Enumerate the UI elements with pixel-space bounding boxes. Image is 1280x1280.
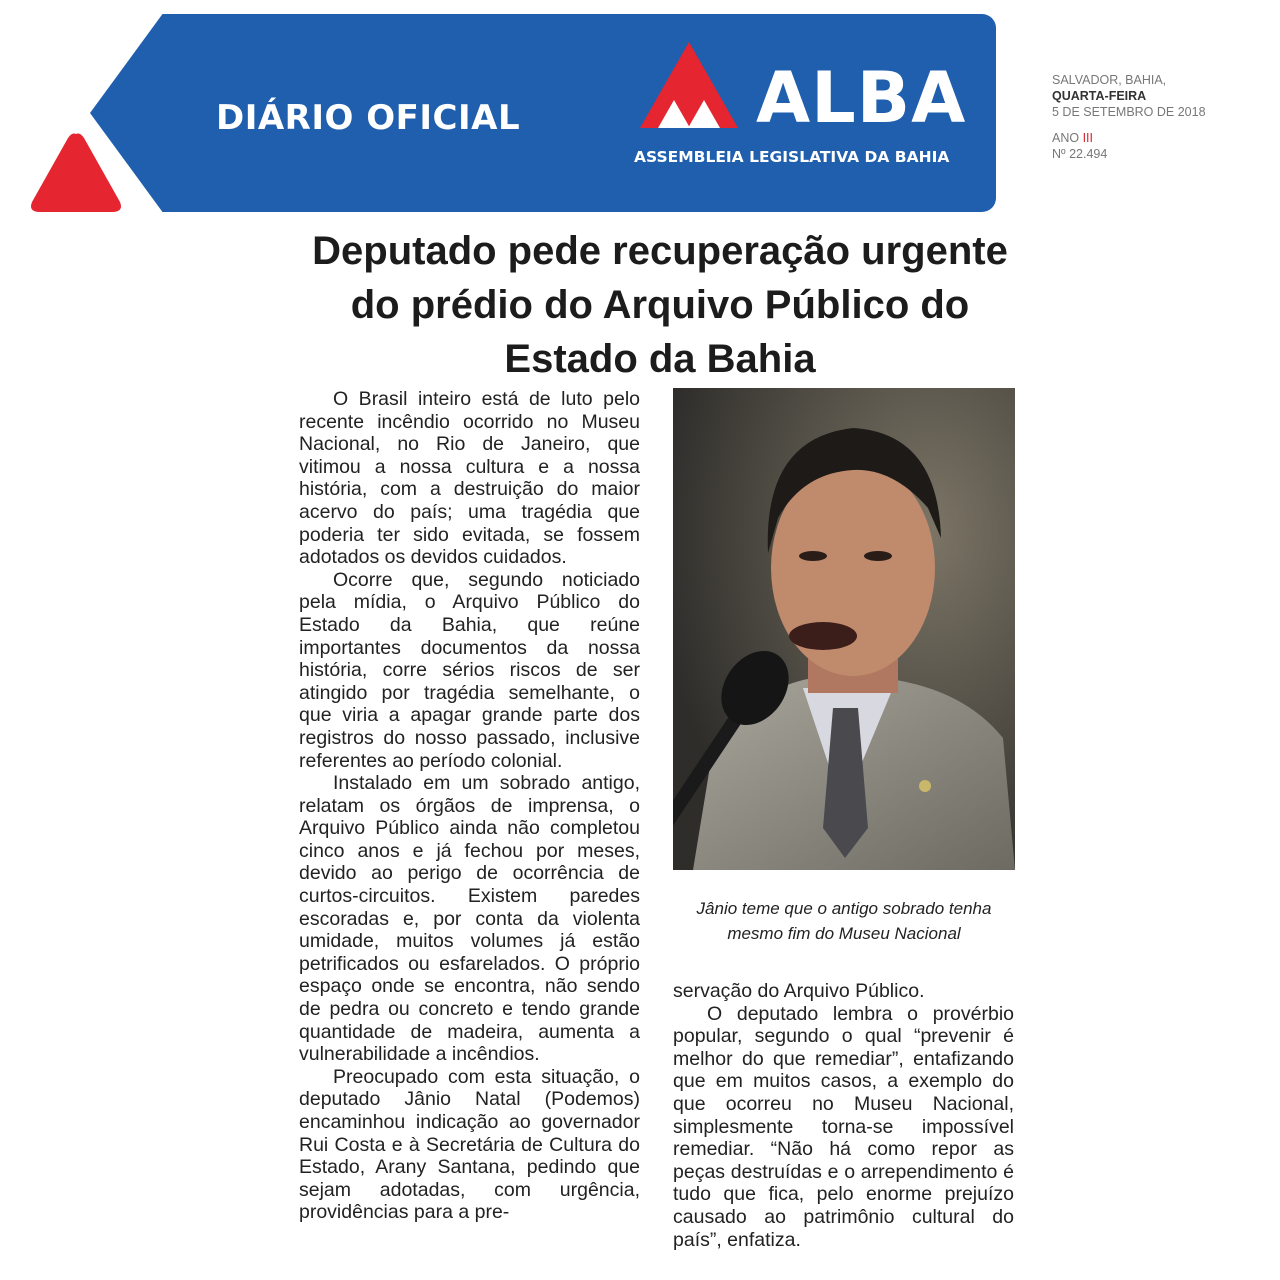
red-triangle-icon [28,130,124,214]
weekday: QUARTA-FEIRA [1052,89,1147,103]
year-value: III [1082,131,1093,145]
date: 5 DE SETEMBRO DE 2018 [1052,105,1206,119]
headline: Deputado pede recuperação urgente do prédio do Arquivo Público do Estado da Bahia [312,229,1008,381]
issue-number: Nº 22.494 [1052,147,1108,161]
alba-logo-icon [634,40,744,136]
year-line [1052,130,1206,146]
dateline [1052,72,1206,162]
article-column-2 [673,980,1014,1251]
paragraph: Instalado em um sobrado antigo, relatam os órgãos de imprensa, o Arquivo Público ainda não completou cinco anos e já fechou por meses, devido ao perigo de ocorrência de curtos-circuitos. Existem paredes escoradas e, por conta da violenta umidade, muitos volumes já estão petrificados ou esfarelados. O próprio espaço onde se encontra, não sendo de pedra ou concreto e tendo grande quantidade de madeira, aumenta a vulnerabilidade a incêndios. [299,772,640,1066]
paragraph: Preocupado com esta situação, o deputado Jânio Natal (Podemos) encaminhou indicação ao governador Rui Costa e à Secretária de Cultura do Estado, Arany Santana, pedindo que sejam adotadas, com urgência, providências para a pre- [299,1065,640,1224]
publication-title: DIÁRIO OFICIAL [216,98,521,138]
alba-logo-text: ALBA [756,57,967,139]
location: SALVADOR, BAHIA, [1052,73,1167,87]
paragraph: O deputado lembra o provérbio popular, segundo o qual “prevenir é melhor do que remediar”, entafizando que em muitos casos, a exemplo do que ocorreu no Museu Nacional, simplesmente torna-se impossível remediar. “Não há como repor as peças destruídas e o arrependimento é tudo que fica, pelo enorme prejuízo causado ao patrimônio cultural do país”, enfatiza. [673,1002,1014,1251]
article-column-1 [299,388,640,1224]
alba-logo-subtitle: ASSEMBLEIA LEGISLATIVA DA BAHIA [634,148,950,166]
year-label: ANO [1052,131,1080,145]
paragraph: Ocorre que, segundo noticiado pela mídia, o Arquivo Público do Estado da Bahia, que reúne importantes documentos da nossa história, corre sérios riscos de ser atingido por tragédia semelhante, o que viria a apagar grande parte dos registros do nosso passado, inclusive referentes ao período colonial. [299,568,640,772]
paragraph: O Brasil inteiro está de luto pelo recente incêndio ocorrido no Museu Nacional, no Rio de Janeiro, que vitimou a nossa cultura e a nossa história, com a destruição do maior acervo do país; uma tragédia que poderia ter sido evitada, se fossem adotados os devidos cuidados. [299,388,640,569]
paragraph-continuation: servação do Arquivo Público. [673,980,925,1002]
deputy-photo [673,388,1015,870]
photo-caption: Jânio teme que o antigo sobrado tenha mesmo fim do Museu Nacional [696,899,992,943]
